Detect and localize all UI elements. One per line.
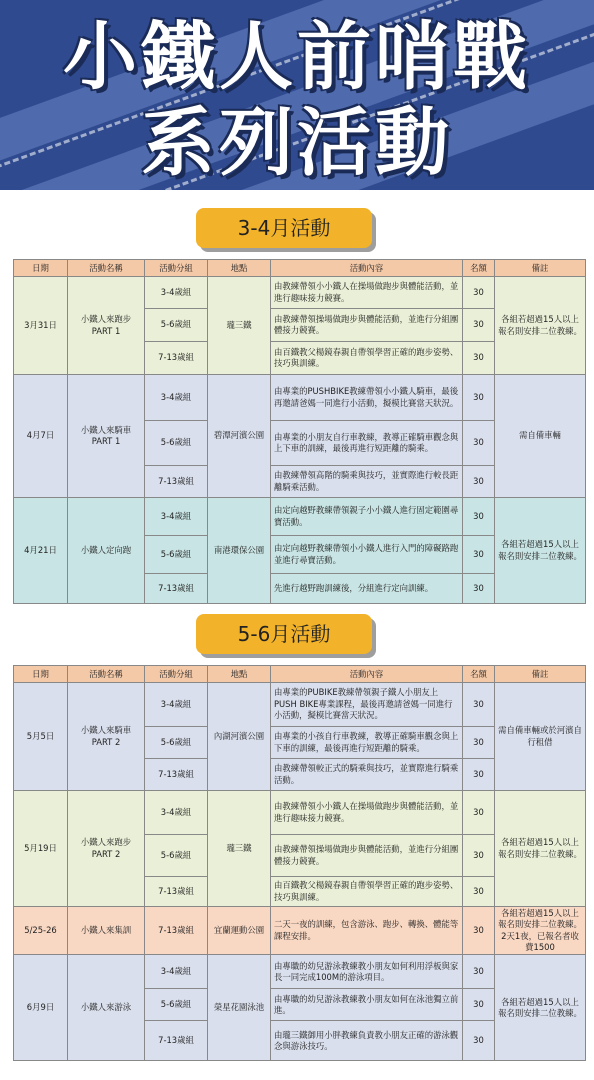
quota-cell: 30	[463, 342, 495, 375]
content-cell: 由教練帶領較正式的騎乘與技巧，並實際進行騎乘活動。	[271, 759, 463, 791]
table-row	[14, 277, 586, 309]
place-cell: 南港環保公園	[208, 498, 271, 604]
group-cell: 7-13歲組	[145, 342, 208, 375]
quota-cell: 30	[463, 309, 495, 342]
quota-cell: 30	[463, 421, 495, 466]
activity-name-cell: 小鐵人來游泳	[68, 955, 145, 1061]
header-note: 備註	[495, 666, 586, 683]
hero-banner	[0, 0, 594, 190]
note-cell: 需自備車輛	[495, 375, 586, 498]
content-cell: 由專業的小孩自行車教練，教導正確騎車觀念與上下車的訓練，最後再進行短距離的騎乘。	[271, 727, 463, 759]
header-name: 活動名稱	[68, 260, 145, 277]
activity-name-cell: 小鐵人定向跑	[68, 498, 145, 604]
group-cell: 7-13歲組	[145, 907, 208, 955]
note-cell: 各組若超過15人以上報名則安排二位教練。	[495, 277, 586, 375]
group-cell: 5-6歲組	[145, 536, 208, 574]
quota-cell: 30	[463, 574, 495, 604]
header-note: 備註	[495, 260, 586, 277]
table-row	[14, 375, 586, 421]
date-cell: 4月7日	[14, 375, 68, 498]
quota-cell: 30	[463, 375, 495, 421]
schedule-table-may-jun	[13, 665, 586, 1061]
content-cell: 由教練帶領小小鐵人在操場做跑步與體能活動，並進行趣味接力競賽。	[271, 791, 463, 835]
quota-cell: 30	[463, 835, 495, 877]
content-cell: 由專職的幼兒游泳教練教小朋友如何利用浮板與家長一同完成100M的游泳項目。	[271, 955, 463, 989]
quota-cell: 30	[463, 759, 495, 791]
content-cell: 二天一夜的訓練，包含游泳、跑步、轉換、體能等課程安排。	[271, 907, 463, 955]
quota-cell: 30	[463, 536, 495, 574]
note-cell: 各組若超過15人以上報名則安排二位教練。	[495, 791, 586, 907]
content-cell: 由專業的PUSHBIKE教練帶領小小鐵人騎車，最後再邀請爸媽一同進行小活動，擬模比賽當天狀況。	[271, 375, 463, 421]
content-cell: 由瓏三鐵御用小胖教練負責教小朋友正確的游泳觀念與游泳技巧。	[271, 1021, 463, 1061]
group-cell: 5-6歲組	[145, 421, 208, 466]
schedule-table-mar-apr	[13, 259, 586, 604]
group-cell: 3-4歲組	[145, 375, 208, 421]
table-row	[14, 683, 586, 727]
header-name: 活動名稱	[68, 666, 145, 683]
group-cell: 3-4歲組	[145, 277, 208, 309]
date-cell: 3月31日	[14, 277, 68, 375]
table-header-row	[14, 260, 586, 277]
group-cell: 5-6歲組	[145, 989, 208, 1021]
quota-cell: 30	[463, 727, 495, 759]
header-date: 日期	[14, 260, 68, 277]
group-cell: 3-4歲組	[145, 955, 208, 989]
section-label-may-jun: 5-6月活動	[196, 614, 372, 654]
group-cell: 7-13歲組	[145, 1021, 208, 1061]
date-cell: 4月21日	[14, 498, 68, 604]
quota-cell: 30	[463, 955, 495, 989]
group-cell: 3-4歲組	[145, 791, 208, 835]
table-header-row	[14, 666, 586, 683]
date-cell: 5月5日	[14, 683, 68, 791]
quota-cell: 30	[463, 907, 495, 955]
quota-cell: 30	[463, 498, 495, 536]
group-cell: 7-13歲組	[145, 574, 208, 604]
date-cell: 5月19日	[14, 791, 68, 907]
header-quota: 名額	[463, 666, 495, 683]
title-line-2: 系列活動	[141, 100, 453, 186]
place-cell: 瓏三鐵	[208, 791, 271, 907]
place-cell: 碧潭河濱公園	[208, 375, 271, 498]
content-cell: 由百鐵教父楊鏡春親自帶領學習正確的跑步姿勢、技巧與訓練。	[271, 342, 463, 375]
group-cell: 7-13歲組	[145, 759, 208, 791]
header-place: 地點	[208, 666, 271, 683]
table-row	[14, 907, 586, 955]
group-cell: 5-6歲組	[145, 835, 208, 877]
activity-name-cell: 小鐵人來騎車 PART 1	[68, 375, 145, 498]
group-cell: 7-13歲組	[145, 877, 208, 907]
activity-name-cell: 小鐵人來集訓	[68, 907, 145, 955]
quota-cell: 30	[463, 277, 495, 309]
place-cell: 瓏三鐵	[208, 277, 271, 375]
quota-cell: 30	[463, 1021, 495, 1061]
activity-name-cell: 小鐵人來跑步 PART 1	[68, 277, 145, 375]
header-content: 活動內容	[271, 260, 463, 277]
note-cell: 需自備車輛或於河濱自行租借	[495, 683, 586, 791]
header-place: 地點	[208, 260, 271, 277]
header-content: 活動內容	[271, 666, 463, 683]
table-row	[14, 791, 586, 835]
quota-cell: 30	[463, 989, 495, 1021]
activity-name-cell: 小鐵人來騎車 PART 2	[68, 683, 145, 791]
content-cell: 先進行越野跑訓練後，分組進行定向訓練。	[271, 574, 463, 604]
header-date: 日期	[14, 666, 68, 683]
quota-cell: 30	[463, 791, 495, 835]
place-cell: 內湖河濱公園	[208, 683, 271, 791]
title-line-1: 小鐵人前哨戰	[63, 14, 531, 100]
date-cell: 6月9日	[14, 955, 68, 1061]
content-cell: 由專業的小朋友自行車教練，教導正確騎車觀念與上下車的訓練，最後再進行短距離的騎乘。	[271, 421, 463, 466]
content-cell: 由百鐵教父楊鏡春親自帶領學習正確的跑步姿勢、技巧與訓練。	[271, 877, 463, 907]
place-cell: 宜蘭運動公園	[208, 907, 271, 955]
note-cell: 各組若超過15人以上報名則安排二位教練。	[495, 955, 586, 1061]
content-cell: 由教練帶領操場做跑步與體能活動，並進行分組團體接力競賽。	[271, 309, 463, 342]
content-cell: 由專職的幼兒游泳教練教小朋友如何在泳池獨立前進。	[271, 989, 463, 1021]
quota-cell: 30	[463, 877, 495, 907]
content-cell: 由教練帶領操場做跑步與體能活動，並進行分組團體接力競賽。	[271, 835, 463, 877]
group-cell: 7-13歲組	[145, 466, 208, 498]
header-group: 活動分組	[145, 666, 208, 683]
quota-cell: 30	[463, 683, 495, 727]
section-label-mar-apr: 3-4月活動	[196, 208, 372, 248]
content-cell: 由定向越野教練帶領親子小小鐵人進行固定範圍尋寶活動。	[271, 498, 463, 536]
content-cell: 由定向越野教練帶領小小鐵人進行入門的障礙路跑並進行尋寶活動。	[271, 536, 463, 574]
content-cell: 由教練帶領小小鐵人在操場做跑步與體能活動，並進行趣味接力競賽。	[271, 277, 463, 309]
group-cell: 5-6歲組	[145, 309, 208, 342]
activity-name-cell: 小鐵人來跑步 PART 2	[68, 791, 145, 907]
content-cell: 由專業的PUBIKE教練帶領親子鐵人小朋友上PUSH BIKE專業課程，最後再邀請爸媽一同進行小活動，擬模比賽當天狀況。	[271, 683, 463, 727]
header-quota: 名額	[463, 260, 495, 277]
table-row	[14, 955, 586, 989]
place-cell: 榮星花園泳池	[208, 955, 271, 1061]
group-cell: 5-6歲組	[145, 727, 208, 759]
content-cell: 由教練帶領高階的騎乘與技巧，並實際進行較長距離騎乘活動。	[271, 466, 463, 498]
header-group: 活動分組	[145, 260, 208, 277]
date-cell: 5/25-26	[14, 907, 68, 955]
quota-cell: 30	[463, 466, 495, 498]
table-row	[14, 498, 586, 536]
group-cell: 3-4歲組	[145, 498, 208, 536]
note-cell: 各組若超過15人以上報名則安排二位教練。	[495, 498, 586, 604]
group-cell: 3-4歲組	[145, 683, 208, 727]
note-cell: 各組若超過15人以上報名則安排二位教練。 2天1夜，已報名者收費1500	[495, 907, 586, 955]
